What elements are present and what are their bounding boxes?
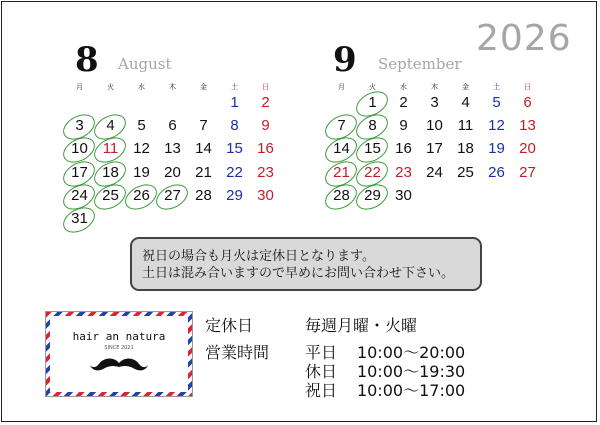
closed-days-label: 定休日 <box>205 316 254 335</box>
hours-national-holiday-label: 祝日 <box>305 381 338 400</box>
sep-day-4: 4 <box>461 94 470 111</box>
sep-day-28: 28 <box>333 186 350 204</box>
weekday-6: 日 <box>262 83 269 91</box>
aug-day-22: 22 <box>226 163 243 181</box>
weekday-1: 火 <box>369 83 376 91</box>
aug-day-6: 6 <box>168 117 177 135</box>
aug-day-7: 7 <box>199 117 208 135</box>
aug-day-11: 11 <box>102 140 119 158</box>
aug-day-12: 12 <box>133 140 150 158</box>
sep-day-5: 5 <box>492 94 501 111</box>
aug-day-10: 10 <box>71 140 88 158</box>
sep-day-16: 16 <box>395 140 412 158</box>
weekday-2: 水 <box>400 83 407 91</box>
sep-day-8: 8 <box>368 117 377 135</box>
weekday-5: 土 <box>231 83 238 91</box>
sep-day-21: 21 <box>333 163 350 181</box>
sep-day-11: 11 <box>457 117 474 135</box>
weekday-6: 日 <box>524 83 531 91</box>
weekday-0: 月 <box>76 83 83 91</box>
aug-day-14: 14 <box>195 140 212 158</box>
logo-subtitle: SINCE 2021 <box>104 345 134 351</box>
aug-day-13: 13 <box>164 140 181 158</box>
hours-holiday-value: 10:00～19:30 <box>357 362 466 381</box>
august-name: August <box>118 55 172 73</box>
salon-logo <box>45 311 193 397</box>
sep-day-2: 2 <box>399 94 408 111</box>
aug-day-18: 18 <box>102 163 119 181</box>
hours-label: 営業時間 <box>205 343 270 362</box>
weekday-1: 火 <box>107 83 114 91</box>
aug-day-28: 28 <box>195 186 212 204</box>
sep-day-25: 25 <box>457 163 474 181</box>
hours-national-holiday-value: 10:00～17:00 <box>357 381 466 400</box>
weekday-3: 木 <box>431 83 438 91</box>
aug-day-1: 1 <box>230 94 239 111</box>
mustache-icon <box>89 354 149 376</box>
august-number: 8 <box>75 40 99 80</box>
aug-day-23: 23 <box>257 163 274 181</box>
aug-day-17: 17 <box>71 163 88 181</box>
aug-day-19: 19 <box>133 163 150 181</box>
aug-day-20: 20 <box>164 163 181 181</box>
aug-day-2: 2 <box>261 94 270 111</box>
aug-day-27: 27 <box>164 186 181 204</box>
aug-day-15: 15 <box>226 140 243 158</box>
year-title: 2026 <box>476 18 572 59</box>
aug-day-29: 29 <box>226 186 243 204</box>
weekday-4: 金 <box>462 83 469 91</box>
aug-day-3: 3 <box>75 117 84 135</box>
weekday-0: 月 <box>338 83 345 91</box>
sep-day-15: 15 <box>364 140 381 158</box>
aug-day-21: 21 <box>195 163 212 181</box>
sep-day-19: 19 <box>488 140 505 158</box>
aug-day-16: 16 <box>257 140 274 158</box>
aug-day-4: 4 <box>106 117 115 135</box>
sep-day-26: 26 <box>488 163 505 181</box>
hours-weekday-label: 平日 <box>305 343 338 362</box>
weekday-3: 木 <box>169 83 176 91</box>
sep-day-27: 27 <box>519 163 536 181</box>
sep-day-3: 3 <box>430 94 439 111</box>
sep-day-12: 12 <box>488 117 505 135</box>
sep-day-24: 24 <box>426 163 443 181</box>
logo-title: hair an natura <box>72 330 166 343</box>
notice-line-1: 祝日の場合も月火は定休日となります。 <box>142 249 375 264</box>
aug-day-8: 8 <box>230 117 239 135</box>
aug-day-9: 9 <box>261 117 270 135</box>
sep-day-22: 22 <box>364 163 381 181</box>
weekday-2: 水 <box>138 83 145 91</box>
september-name: September <box>378 55 462 73</box>
weekday-5: 土 <box>493 83 500 91</box>
hours-weekday-value: 10:00～20:00 <box>357 343 466 362</box>
sep-day-23: 23 <box>395 163 412 181</box>
sep-day-30: 30 <box>395 186 412 204</box>
sep-day-20: 20 <box>519 140 536 158</box>
aug-day-5: 5 <box>137 117 146 135</box>
notice-line-2: 土日は混み合いますので早めにお問い合わせ下さい。 <box>142 266 455 281</box>
sep-day-7: 7 <box>337 117 346 135</box>
aug-day-31: 31 <box>71 210 88 227</box>
aug-day-30: 30 <box>257 186 274 204</box>
sep-day-6: 6 <box>523 94 532 111</box>
weekday-4: 金 <box>200 83 207 91</box>
sep-day-10: 10 <box>426 117 443 135</box>
hours-holiday-label: 休日 <box>305 362 338 381</box>
notice-box <box>130 237 482 291</box>
sep-day-14: 14 <box>333 140 350 158</box>
september-number: 9 <box>333 40 357 80</box>
sep-day-18: 18 <box>457 140 474 158</box>
aug-day-26: 26 <box>133 186 150 204</box>
sep-day-9: 9 <box>399 117 408 135</box>
aug-day-25: 25 <box>102 186 119 204</box>
sep-day-1: 1 <box>368 94 377 111</box>
sep-day-13: 13 <box>519 117 536 135</box>
sep-day-29: 29 <box>364 186 381 204</box>
closed-days-value: 毎週月曜・火曜 <box>305 316 418 335</box>
aug-day-24: 24 <box>71 186 88 204</box>
sep-day-17: 17 <box>426 140 443 158</box>
